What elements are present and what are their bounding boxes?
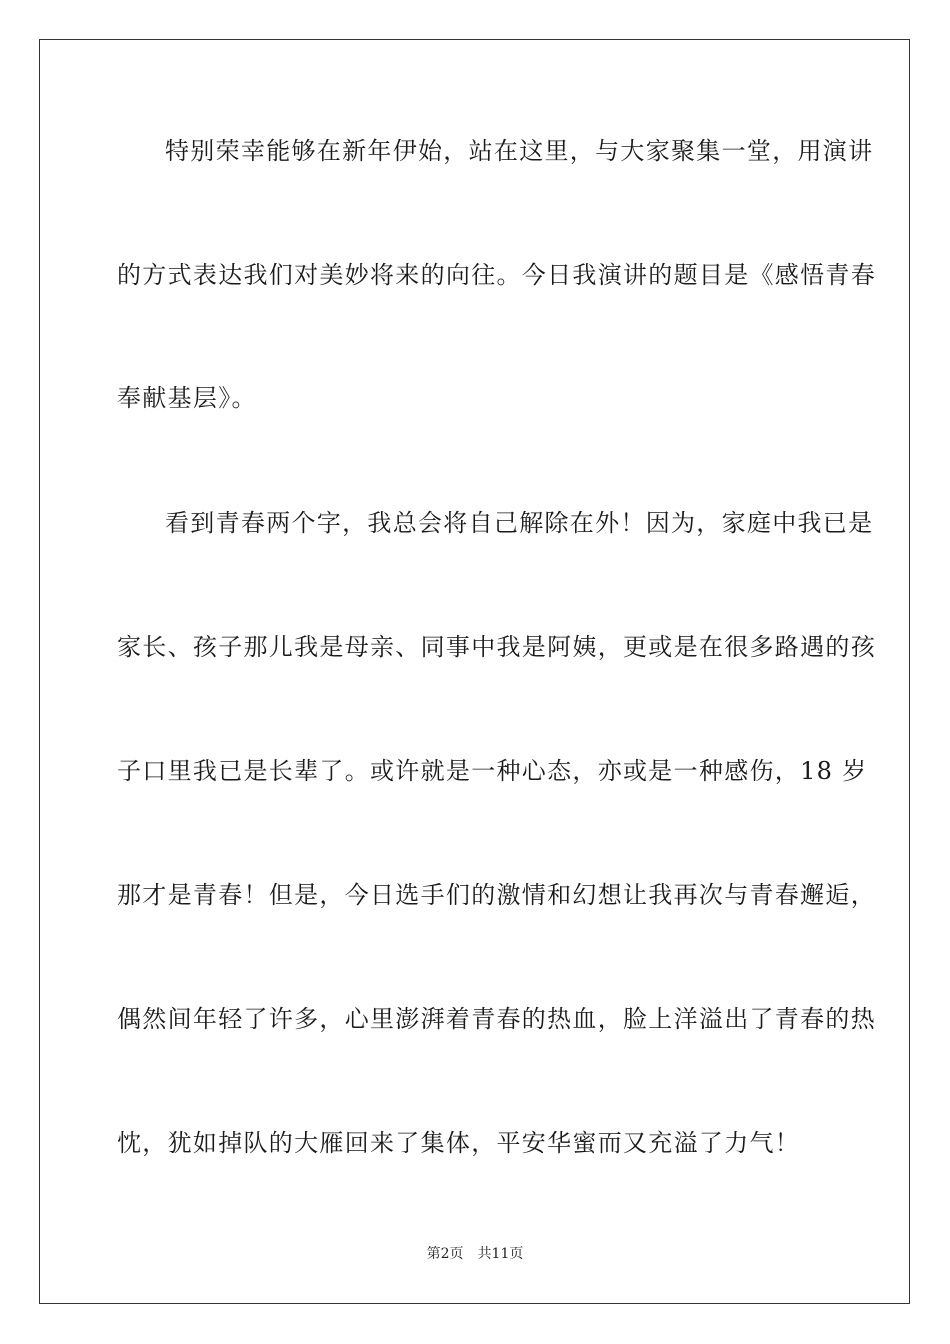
paragraph-1-line-2: 的方式表达我们对美妙将来的向往。今日我演讲的题目是《感悟青春	[117, 261, 876, 289]
paragraph-1-line-1: 特别荣幸能够在新年伊始，站在这里，与大家聚集一堂，用演讲	[165, 137, 874, 165]
paragraph-1-line-3: 奉献基层》。	[117, 384, 257, 412]
paragraph-2-line-6: 忱，犹如掉队的大雁回来了集体，平安华蜜而又充溢了力气！	[117, 1129, 801, 1157]
page-number: 第2页	[426, 1246, 464, 1262]
paragraph-2-line-5: 偶然间年轻了许多，心里澎湃着青春的热血，脸上洋溢出了青春的热	[117, 1005, 876, 1033]
page-border	[39, 39, 910, 1304]
page-total: 共11页	[477, 1246, 524, 1262]
paragraph-2-line-3: 子口里我已是长辈了。或许就是一种心态，亦或是一种感伤，18 岁	[117, 757, 868, 785]
page-footer	[0, 1245, 950, 1263]
paragraph-2-line-4: 那才是青春！但是，今日选手们的激情和幻想让我再次与青春邂逅，	[117, 881, 876, 909]
paragraph-2-line-1: 看到青春两个字，我总会将自己解除在外！因为，家庭中我已是	[165, 509, 874, 537]
paragraph-2-line-2: 家长、孩子那儿我是母亲、同事中我是阿姨，更或是在很多路遇的孩	[117, 633, 876, 661]
